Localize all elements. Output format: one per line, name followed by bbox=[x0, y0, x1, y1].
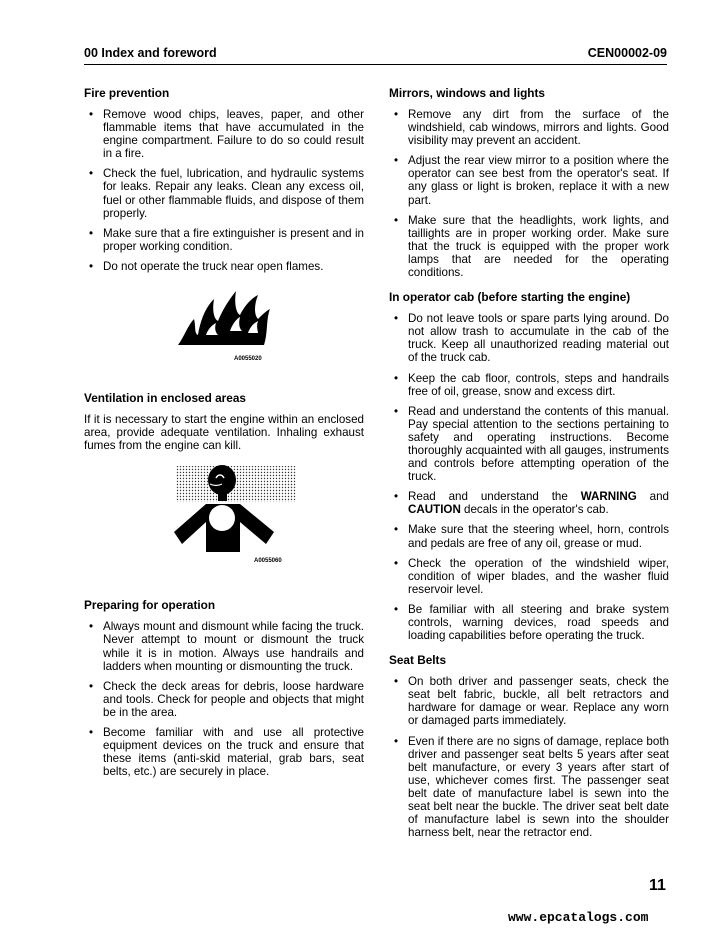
caution-word: CAUTION bbox=[408, 503, 461, 517]
mirrors-heading: Mirrors, windows and lights bbox=[389, 86, 545, 100]
flame-icon bbox=[178, 285, 278, 349]
fire-figure bbox=[84, 285, 364, 361]
list-item: • Check the operation of the windshield wiper, condition of wiper blades, and the washer fluid reservoir level. bbox=[389, 557, 669, 596]
header-section-title: 00 Index and foreword bbox=[84, 46, 217, 60]
seat-belts-heading: Seat Belts bbox=[389, 653, 447, 668]
preparing-heading: Preparing for operation bbox=[84, 598, 216, 613]
list-item: • Be familiar with all steering and brake system controls, warning devices, road speeds and loading capabilities before operating the truck. bbox=[389, 603, 669, 642]
header-doc-code: CEN00002-09 bbox=[587, 46, 667, 60]
warning-word: WARNING bbox=[580, 490, 637, 504]
watermark-url: www.epcatalogs.com bbox=[508, 910, 649, 925]
seat-belts-section bbox=[389, 653, 669, 839]
warning-item-and: and bbox=[636, 490, 669, 504]
list-item-warning-caution bbox=[389, 490, 669, 516]
mirrors-section bbox=[389, 86, 669, 279]
fire-figure-code: A0055020 bbox=[234, 356, 262, 363]
list-item: • Remove wood chips, leaves, paper, and other flammable items that have accumulated in the engine compartment. Failure to do so could result in a fire. bbox=[84, 108, 364, 160]
operator-cab-list bbox=[389, 312, 669, 642]
list-item: • Check the fuel, lubrication, and hydraulic systems for leaks. Repair any leaks. Clean any excess oil, fuel or other flammable fluids, and dispose of them properly. bbox=[84, 167, 364, 219]
list-item: • Remove any dirt from the surface of the windshield, cab windows, mirrors and lights. Good visibility may prevent an accident. bbox=[389, 108, 669, 147]
list-item: • Become familiar with and use all protective equipment devices on the truck and ensure that these items (anti-skid material, grab bars, seat belts, etc.) are securely in place. bbox=[84, 726, 364, 778]
page-number: 11 bbox=[649, 877, 666, 894]
list-item: • Adjust the rear view mirror to a position where the operator can see best from the operator's seat. If any glass or light is broken, replace it with a new part. bbox=[389, 154, 669, 206]
warning-item-post: decals in the operator's cab. bbox=[460, 503, 609, 517]
exhaust-figure-code: A0055060 bbox=[254, 558, 282, 565]
operator-cab-section bbox=[389, 290, 669, 642]
list-item: • Do not leave tools or spare parts lying around. Do not allow trash to accumulate in the cab of the truck. Keep all unauthorized reading material out of the truck cab. bbox=[389, 312, 669, 364]
exhaust-figure bbox=[84, 462, 364, 565]
fire-prevention-heading: Fire prevention bbox=[84, 86, 170, 100]
list-item: • Make sure that the steering wheel, horn, controls and pedals are free of any oil, grease or mud. bbox=[389, 523, 669, 549]
fire-prevention-list bbox=[84, 108, 364, 273]
warning-item-pre: Read and understand the bbox=[408, 490, 581, 504]
list-item: • Check the deck areas for debris, loose hardware and tools. Check for people and objects that might be in the area. bbox=[84, 680, 364, 719]
list-item: • Keep the cab floor, controls, steps and handrails free of oil, grease, snow and excess dirt. bbox=[389, 372, 669, 398]
list-item: • Read and understand the contents of this manual. Pay special attention to the sections pertaining to safety and operating instructions. Become thoroughly acquainted with all gauges, instruments and controls before attempting operation of the truck. bbox=[389, 405, 669, 484]
fire-prevention-section bbox=[84, 86, 364, 361]
mirrors-list bbox=[389, 108, 669, 279]
seat-belts-list bbox=[389, 675, 669, 839]
right-column bbox=[389, 86, 669, 846]
toxic-fumes-icon bbox=[170, 462, 310, 554]
preparing-section bbox=[84, 598, 364, 778]
list-item: • Even if there are no signs of damage, replace both driver and passenger seat belts 5 years after seat belt manufacture, or every 3 years after start of use, whichever comes first. The passenger seat belt date of manufacture label is sewn into the seat belt near the buckle. The driver seat belt date of manufacture label is sewn into the shoulder harness belt, near the retractor end. bbox=[389, 735, 669, 840]
preparing-list bbox=[84, 620, 364, 778]
list-item: • Always mount and dismount while facing the truck. Never attempt to mount or dismount the truck while it is in motion. Always use handrails and ladders when mounting or dismounting the truck. bbox=[84, 620, 364, 672]
ventilation-heading: Ventilation in enclosed areas bbox=[84, 391, 246, 406]
left-column bbox=[84, 86, 364, 785]
ventilation-text: If it is necessary to start the engine within an enclosed area, provide adequate ventilation. Inhaling exhaust fumes from the engine can kill. bbox=[84, 413, 364, 453]
operator-cab-heading: In operator cab (before starting the engine) bbox=[389, 290, 631, 305]
ventilation-section bbox=[84, 391, 364, 565]
list-item: • On both driver and passenger seats, check the seat belt fabric, buckle, all belt retractors and hardware for damage or wear. Replace any worn or damaged parts immediately. bbox=[389, 675, 669, 727]
list-item: • Do not operate the truck near open flames. bbox=[84, 260, 364, 273]
list-item: • Make sure that a fire extinguisher is present and in proper working condition. bbox=[84, 227, 364, 253]
list-item: • Make sure that the headlights, work lights, and taillights are in proper working order. Make sure that the truck is equipped with the proper work lamps that are needed for the operating conditions. bbox=[389, 214, 669, 279]
page-header bbox=[84, 44, 667, 65]
